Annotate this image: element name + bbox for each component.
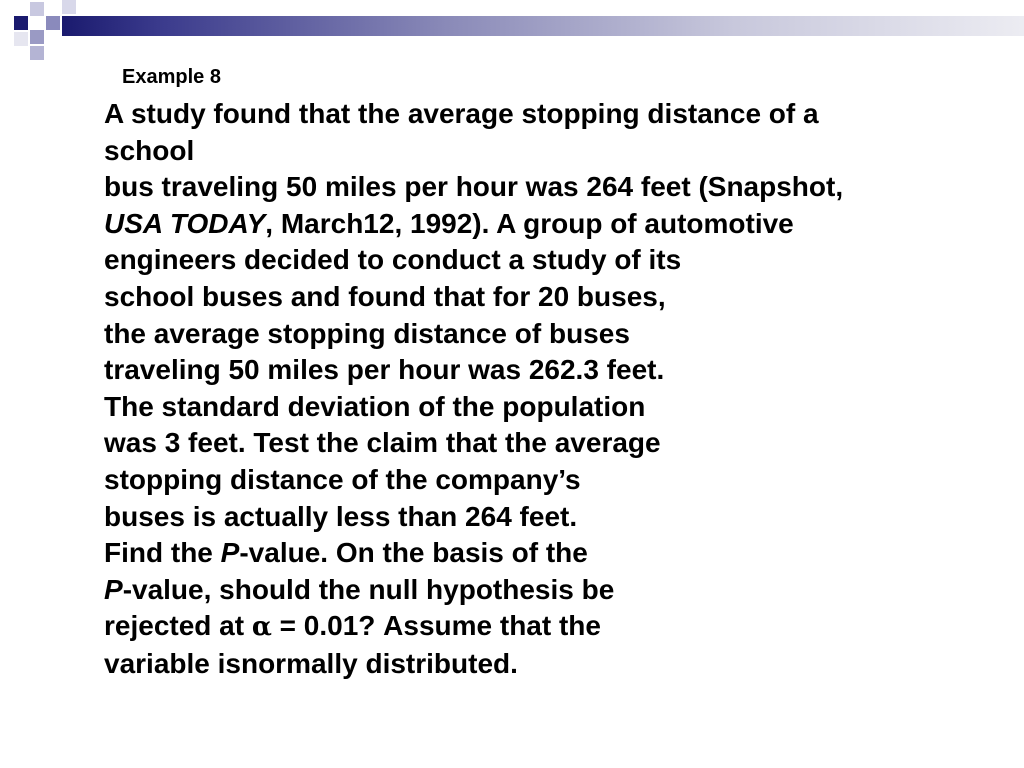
- text-line: bus traveling 50 miles per hour was 264 feet (Snapshot,: [104, 171, 844, 203]
- text-line: school buses and found that for 20 buses,: [104, 280, 666, 312]
- header-decoration: [0, 0, 1024, 70]
- decor-square: [62, 0, 76, 14]
- decor-square: [30, 30, 44, 44]
- text-line: buses is actually less than 264 feet.: [104, 500, 578, 532]
- problem-text: [104, 96, 1019, 683]
- p-symbol: P: [220, 537, 240, 569]
- text-segment: -value. On the basis of the: [239, 537, 588, 569]
- decor-square: [30, 2, 44, 16]
- text-line: school: [104, 134, 195, 166]
- decor-square: [14, 16, 28, 30]
- text-line: the average stopping distance of buses: [104, 317, 630, 349]
- text-segment: = 0.01? Assume that the: [271, 610, 601, 642]
- decor-square: [30, 46, 44, 60]
- text-line: was 3 feet. Test the claim that the average: [104, 427, 661, 459]
- text-segment: rejected at: [104, 610, 252, 642]
- source-name: USA TODAY: [104, 207, 266, 239]
- example-title: Example 8: [122, 66, 221, 88]
- text-line: [104, 608, 1019, 646]
- p-symbol: P: [104, 573, 123, 605]
- decor-square: [14, 32, 28, 46]
- text-segment: , March12, 1992). A group of automotive: [265, 207, 794, 239]
- text-line: traveling 50 miles per hour was 262.3 feet.: [104, 354, 665, 386]
- text-line: [104, 206, 1019, 243]
- text-line: [104, 572, 1019, 609]
- text-line: A study found that the average stopping distance of a: [104, 98, 819, 129]
- alpha-symbol: α: [251, 612, 272, 643]
- text-line: variable isnormally distributed.: [104, 647, 518, 679]
- text-line: [104, 535, 1019, 572]
- header-gradient-bar: [62, 16, 1024, 36]
- text-line: The standard deviation of the population: [104, 390, 646, 422]
- text-segment: Find the: [104, 537, 221, 569]
- text-segment: -value, should the null hypothesis be: [122, 573, 615, 605]
- text-line: engineers decided to conduct a study of its: [104, 244, 682, 276]
- decor-square: [46, 16, 60, 30]
- text-line: stopping distance of the company’s: [104, 463, 581, 495]
